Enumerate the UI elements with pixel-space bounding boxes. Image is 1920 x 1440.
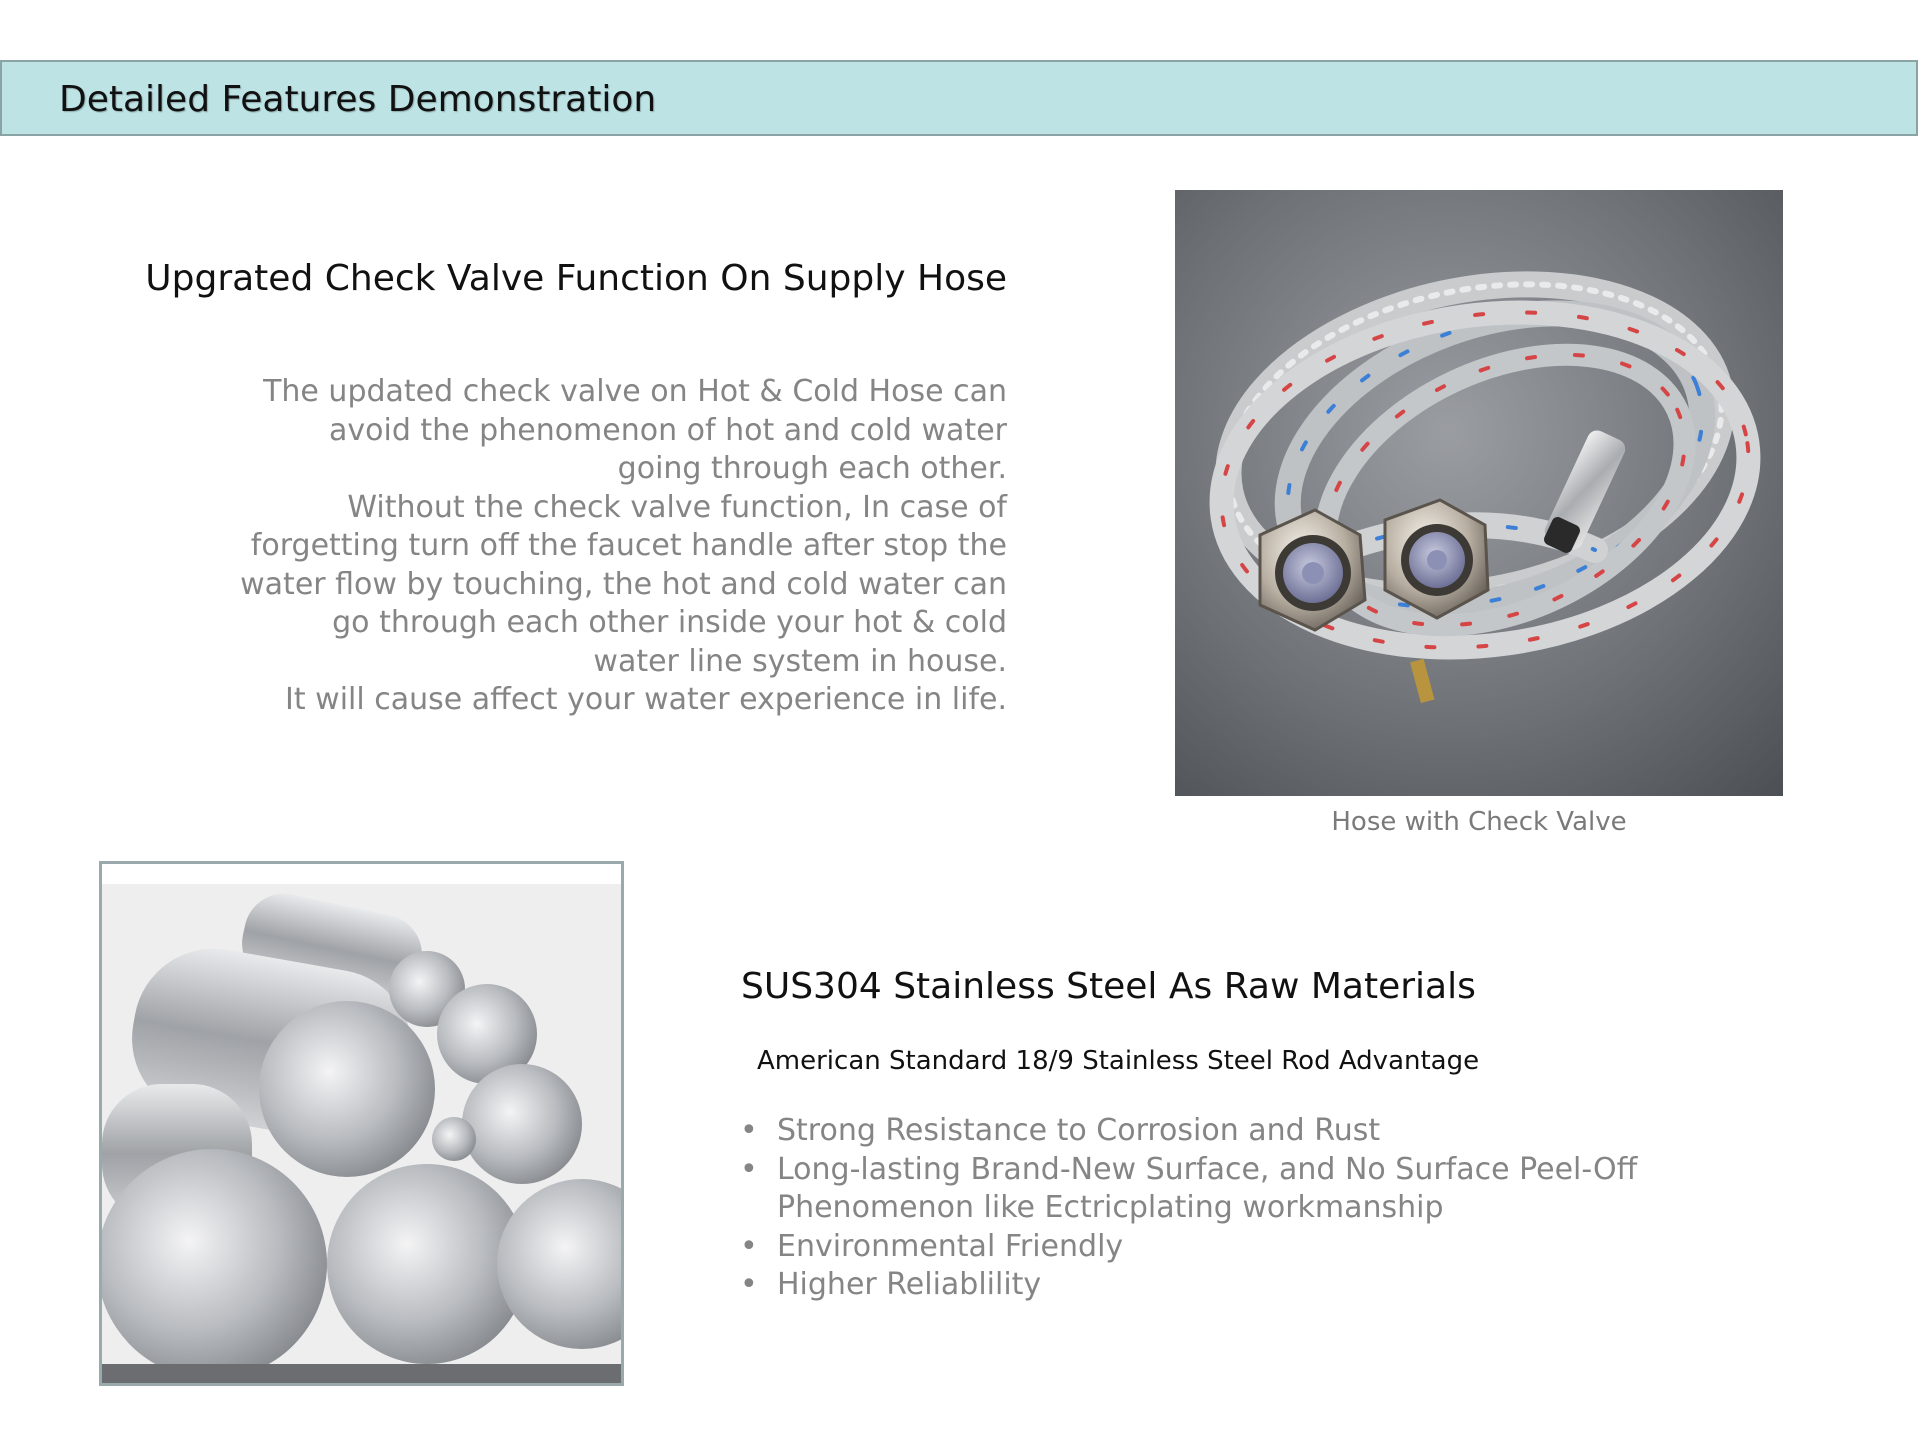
check-valve-description (187, 373, 1007, 720)
bullet-icon: • (740, 1113, 758, 1148)
list-item (740, 1266, 1640, 1305)
list-item (740, 1112, 1640, 1151)
bullet-icon: • (740, 1267, 758, 1302)
stainless-steel-title: SUS304 Stainless Steel As Raw Materials (741, 966, 1476, 1007)
stainless-steel-subtitle: American Standard 18/9 Stainless Steel Rod Advantage (757, 1046, 1480, 1076)
description-line: go through each other inside your hot & cold (332, 605, 1007, 640)
advantage-text: Strong Resistance to Corrosion and Rust (777, 1113, 1381, 1148)
list-item (740, 1228, 1640, 1267)
bullet-icon: • (740, 1228, 758, 1264)
description-line: forgetting turn off the faucet handle after stop the (250, 528, 1007, 563)
description-line: The updated check valve on Hot & Cold Hose can (263, 374, 1007, 409)
hose-photo-caption: Hose with Check Valve (1331, 807, 1627, 837)
advantage-text: Environmental Friendly (777, 1228, 1124, 1264)
check-valve-title: Upgrated Check Valve Function On Supply Hose (145, 258, 1007, 299)
hose-check-valve-photo (1175, 190, 1783, 796)
description-line: water line system in house. (593, 643, 1007, 679)
header-title: Detailed Features Demonstration (59, 79, 657, 120)
description-line: avoid the phenomenon of hot and cold water (329, 412, 1007, 448)
advantage-text: Long-lasting Brand-New Surface, and No Surface Peel-Off Phenomenon like Ectricplating workmanship (777, 1151, 1638, 1225)
description-line: It will cause affect your water experience in life. (285, 682, 1007, 717)
description-line: water flow by touching, the hot and cold water can (240, 566, 1007, 602)
list-item (740, 1151, 1640, 1228)
stainless-steel-rods-photo (99, 861, 624, 1386)
header-band (0, 60, 1918, 136)
description-line: going through each other. (617, 451, 1007, 486)
description-line: Without the check valve function, In case of (347, 489, 1007, 525)
advantages-list (740, 1112, 1640, 1305)
advantage-text: Higher Reliablility (777, 1267, 1042, 1302)
bullet-icon: • (740, 1151, 758, 1187)
